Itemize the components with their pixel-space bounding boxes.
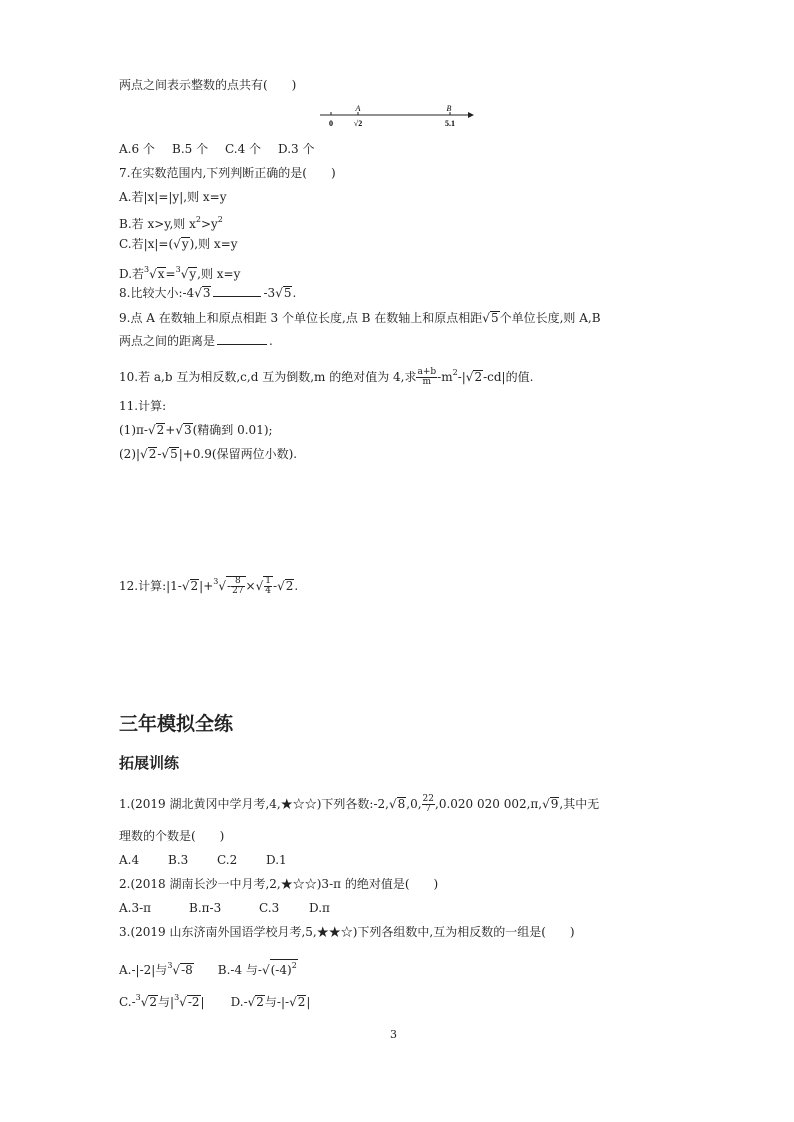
fraction-1-over-4: $\frac{1}{4}$ xyxy=(265,576,271,596)
fraction-22-over-7: $\frac{22}{7}$ xyxy=(422,794,434,814)
option-d: D.3 个 xyxy=(278,142,315,156)
option-d: D.π xyxy=(309,901,330,915)
question-7-option-d: D.若$^3$√x=$^3$√y,则 x=y xyxy=(119,265,241,281)
exercise-2-stem: 2.(2018 湖南长沙一中月考,2,★☆☆)3-π 的绝对值是( ) xyxy=(119,877,439,891)
question-7-stem: 7.在实数范围内,下列判断正确的是( ) xyxy=(119,166,336,180)
option-a: A.6 个 xyxy=(119,142,155,156)
exercise-1-line1: 1.(2019 湖北黄冈中学月考,4,★☆☆)下列各数:-2,√8,0, $\frac{22}{7}$ ,0.020 020 002,π,√9,其中无 xyxy=(119,794,600,814)
option-b: B.π-3 xyxy=(189,901,222,915)
question-7-option-c: C.若|x|=(√y),则 x=y xyxy=(119,237,238,251)
tick-label-5-1: 5.1 xyxy=(445,119,455,128)
option-d: D.1 xyxy=(266,853,287,867)
point-b-label: B xyxy=(446,104,452,113)
section-title: 三年模拟全练 xyxy=(119,713,234,735)
question-11-part-2: (2)|√2-√5|+0.9(保留两位小数). xyxy=(119,447,298,461)
question-11-stem: 11.计算: xyxy=(119,399,167,413)
exercise-3-stem: 3.(2019 山东济南外国语学校月考,5,★★☆)下列各组数中,互为相反数的一组是( ) xyxy=(119,925,575,939)
exercise-3-options-ab: A.-|-2|与$^3$√-8 B.-4 与$-√(-4)^2$ xyxy=(119,961,297,977)
option-c: C.4 个 xyxy=(225,142,262,156)
question-6-options xyxy=(119,141,314,157)
option-b: B.5 个 xyxy=(172,142,209,156)
option-a: A.3-π xyxy=(119,901,152,915)
question-7-option-a: A.若|x|=|y|,则 x=y xyxy=(119,190,227,204)
exercise-2-options xyxy=(119,900,330,916)
exercise-1-line2: 理数的个数是( ) xyxy=(119,829,225,843)
point-a-label: A xyxy=(355,104,361,113)
question-6-stem-tail: 两点之间表示整数的点共有( ) xyxy=(119,78,297,92)
tick-label-sqrt2: √2 xyxy=(353,119,363,128)
fraction-8-over-27: $\frac{8}{27}$ xyxy=(232,576,244,596)
page-number: 3 xyxy=(390,1028,397,1041)
question-9-line2: 两点之间的距离是 . xyxy=(119,334,273,348)
question-12: 12.计算:|1-√2|+$^3$√- $\frac{8}{27}$ ×√ $\frac{1}{4}$ -√2. xyxy=(119,576,299,596)
answer-blank xyxy=(213,285,261,297)
tick-label-0: 0 xyxy=(329,119,333,128)
option-a: A.4 xyxy=(119,853,140,867)
answer-blank xyxy=(217,333,267,345)
question-10: 10.若 a,b 互为相反数,c,d 互为倒数,m 的绝对值为 4,求 $\frac{a+b}{m}$ $-m^2-|√2-cd|$的值. xyxy=(119,367,534,387)
option-c: C.2 xyxy=(217,853,238,867)
exercise-1-options xyxy=(119,852,287,868)
question-7-option-b: B.若 x>y,则 $x^2>y^2$ xyxy=(119,215,223,231)
question-9-line1: 9.点 A 在数轴上和原点相距 3 个单位长度,点 B 在数轴上和原点相距√5个单位长度,则 A,B xyxy=(119,311,601,325)
number-line-diagram xyxy=(318,103,478,129)
option-b: B.3 xyxy=(168,853,189,867)
question-11-part-1: (1)π-√2+√3(精确到 0.01); xyxy=(119,423,273,437)
fraction-a-plus-b-over-m: $\frac{a+b}{m}$ xyxy=(417,367,437,387)
option-c: C.3 xyxy=(259,901,280,915)
subsection-title: 拓展训练 xyxy=(119,754,180,772)
question-8: 8.比较大小:-4√3 -3√5. xyxy=(119,286,297,300)
exercise-3-options-cd: C.-$^3$√2与$|^3√-2|$ D.-√2与-|-√2| xyxy=(119,993,311,1009)
